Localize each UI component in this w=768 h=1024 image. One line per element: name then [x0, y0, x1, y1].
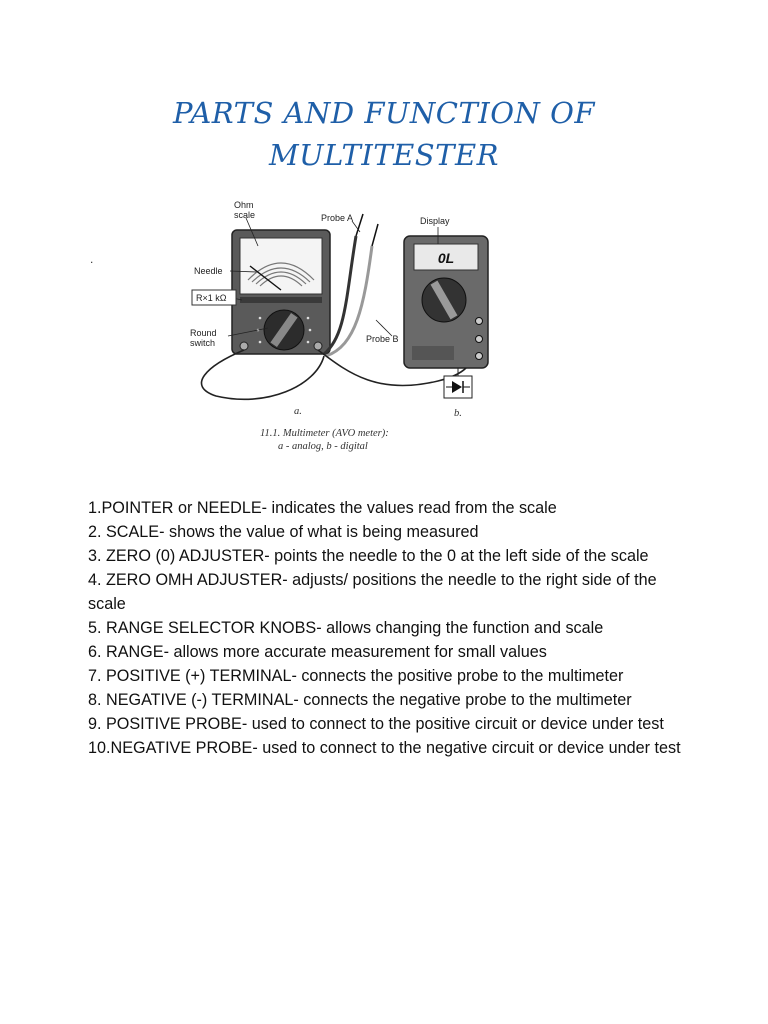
list-item: 8. NEGATIVE (-) TERMINAL- connects the negative probe to the multimeter — [88, 691, 632, 709]
label-round-switch-line-1: Round — [190, 328, 217, 338]
label-display: Display — [420, 216, 450, 226]
analog-terminal-2 — [314, 342, 322, 350]
digital-brand-plate — [412, 346, 454, 360]
list-item: 9. POSITIVE PROBE- used to connect to the positive circuit or device under test — [88, 715, 664, 733]
probe-a-tip — [356, 214, 363, 236]
label-needle: Needle — [194, 266, 223, 276]
list-item: 3. ZERO (0) ADJUSTER- points the needle to the 0 at the left side of the scale — [88, 547, 649, 565]
title-line-2: MULTITESTER — [268, 138, 500, 172]
label-a: a. — [294, 406, 302, 417]
label-range: R×1 kΩ — [196, 293, 227, 303]
digital-terminal-2 — [476, 336, 483, 343]
list-item: 6. RANGE- allows more accurate measurement for small values — [88, 643, 547, 661]
digital-terminal-1 — [476, 318, 483, 325]
multimeter-illustration — [176, 196, 516, 458]
probe-b-tip — [372, 224, 378, 246]
multimeter-figure — [176, 196, 516, 458]
figure-caption-line-2: a - analog, b - digital — [278, 441, 368, 452]
label-probe-a: Probe A — [321, 213, 354, 223]
label-ohm-scale-line-1: Ohm — [234, 200, 254, 210]
label-probe-b: Probe B — [366, 334, 399, 344]
list-item: 4. ZERO OMH ADJUSTER- adjusts/ positions the needle to the right side of the scale — [88, 571, 657, 613]
title-line-1: PARTS AND FUNCTION OF — [172, 96, 596, 130]
list-item: 7. POSITIVE (+) TERMINAL- connects the positive probe to the multimeter — [88, 667, 624, 685]
list-item: 10.NEGATIVE PROBE- used to connect to the negative circuit or device under test — [88, 739, 681, 757]
analog-terminal-1 — [240, 342, 248, 350]
analog-scale-window — [240, 238, 322, 294]
digital-terminal-3 — [476, 353, 483, 360]
label-ohm-scale-line-2: scale — [234, 210, 256, 220]
label-round-switch-line-2: switch — [190, 338, 216, 348]
meter-brand-strip — [240, 297, 322, 303]
analog-lead-a — [201, 350, 324, 399]
list-item: 5. RANGE SELECTOR KNOBS- allows changing the function and scale — [88, 619, 604, 637]
figure-caption-line-1: 11.1. Multimeter (AVO meter): — [260, 428, 389, 439]
page-title — [0, 92, 768, 176]
label-b: b. — [454, 408, 462, 419]
stray-mark: . — [90, 252, 94, 266]
display-reading: 0L — [437, 250, 455, 266]
list-item: 2. SCALE- shows the value of what is being measured — [88, 523, 479, 541]
list-item: 1.POINTER or NEEDLE- indicates the values read from the scale — [88, 499, 557, 517]
parts-list — [88, 496, 688, 760]
